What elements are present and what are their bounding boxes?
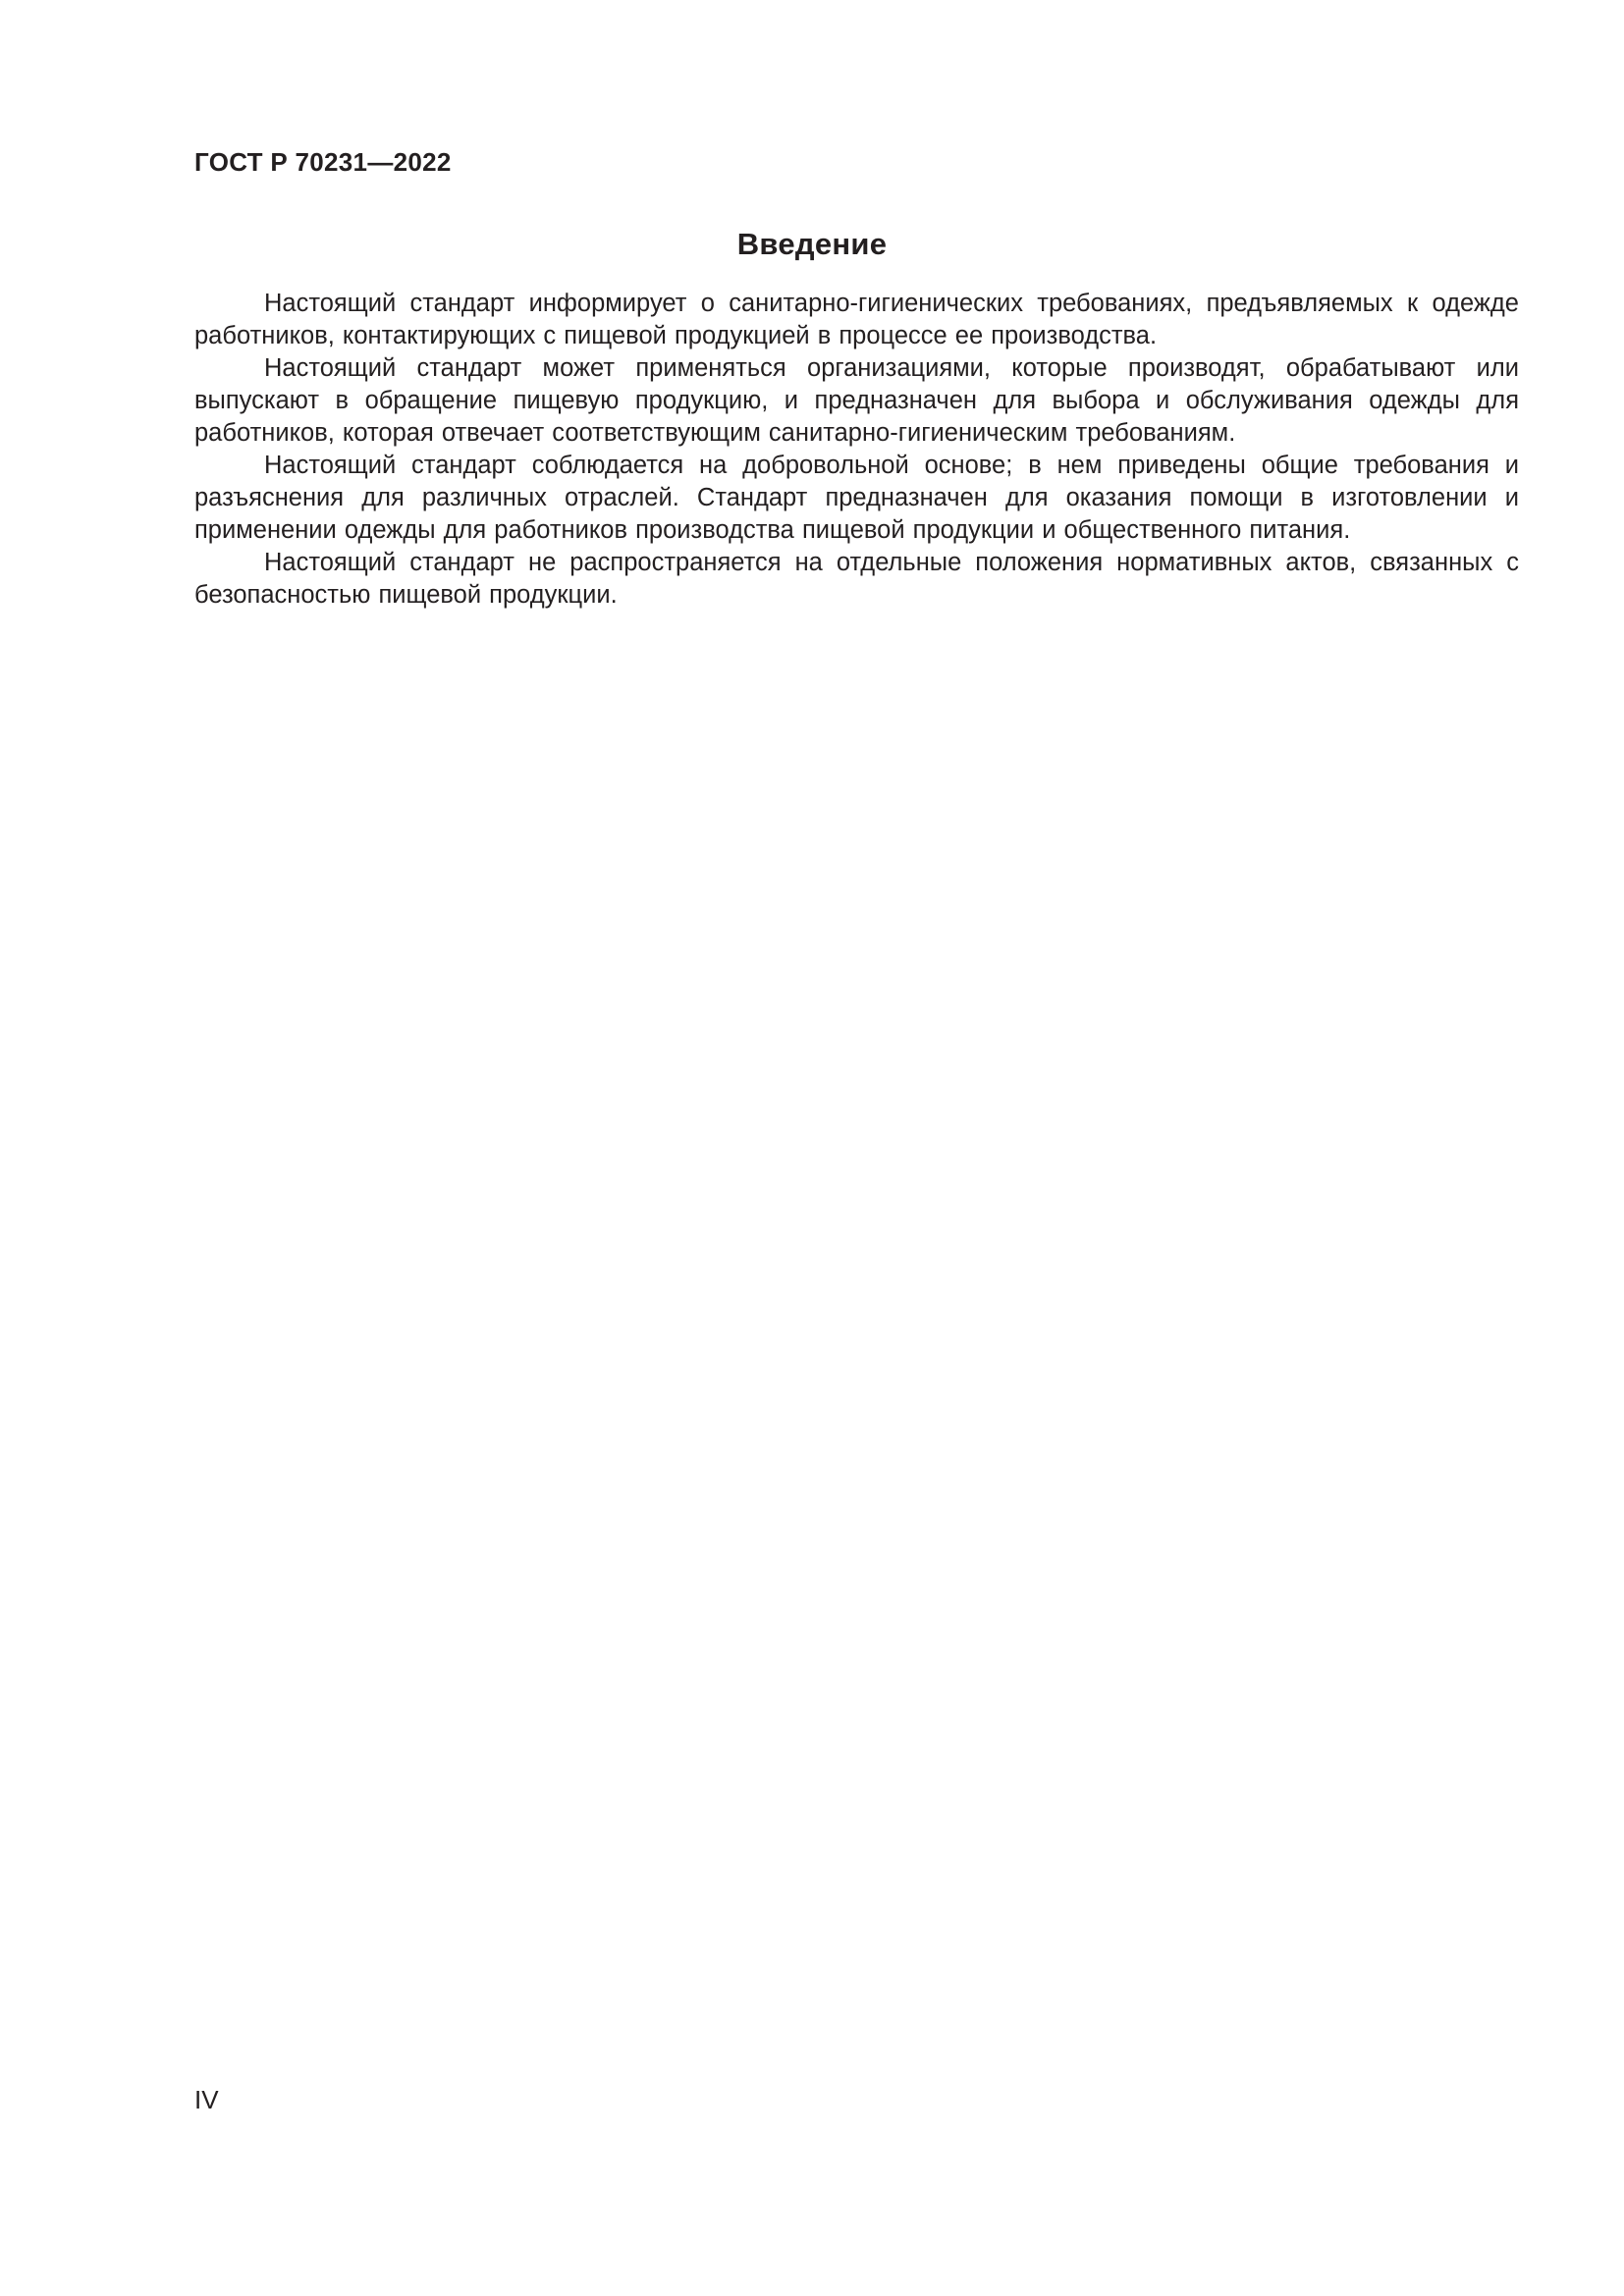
paragraph: Настоящий стандарт не распространяется на отдельные положения нормативных актов, связанных с безопасностью пищевой продукции. bbox=[194, 549, 1519, 609]
page-number: IV bbox=[194, 2085, 219, 2114]
paragraph: Настоящий стандарт может применяться организациями, которые производят, обрабатывают или выпускают в обращение пищевую продукцию, и предназначен для выбора и обслуживания одежды для работников, которая отвечает соответствующим санитарно-гигиеническим требованиям. bbox=[194, 354, 1519, 447]
paragraph: Настоящий стандарт информирует о санитарно-гигиенических требованиях, предъявляемых к одежде работников, контактирующих с пищевой продукцией в процессе ее производства. bbox=[194, 290, 1519, 349]
paragraph: Настоящий стандарт соблюдается на добровольной основе; в нем приведены общие требования и разъяснения для различных отраслей. Стандарт предназначен для оказания помощи в изготовлении и применении одежды для работников производства пищевой продукции и общественного питания. bbox=[194, 452, 1519, 544]
document-code: ГОСТ Р 70231—2022 bbox=[194, 147, 452, 177]
section-title: Введение bbox=[736, 227, 888, 261]
introduction-body bbox=[194, 288, 1519, 612]
